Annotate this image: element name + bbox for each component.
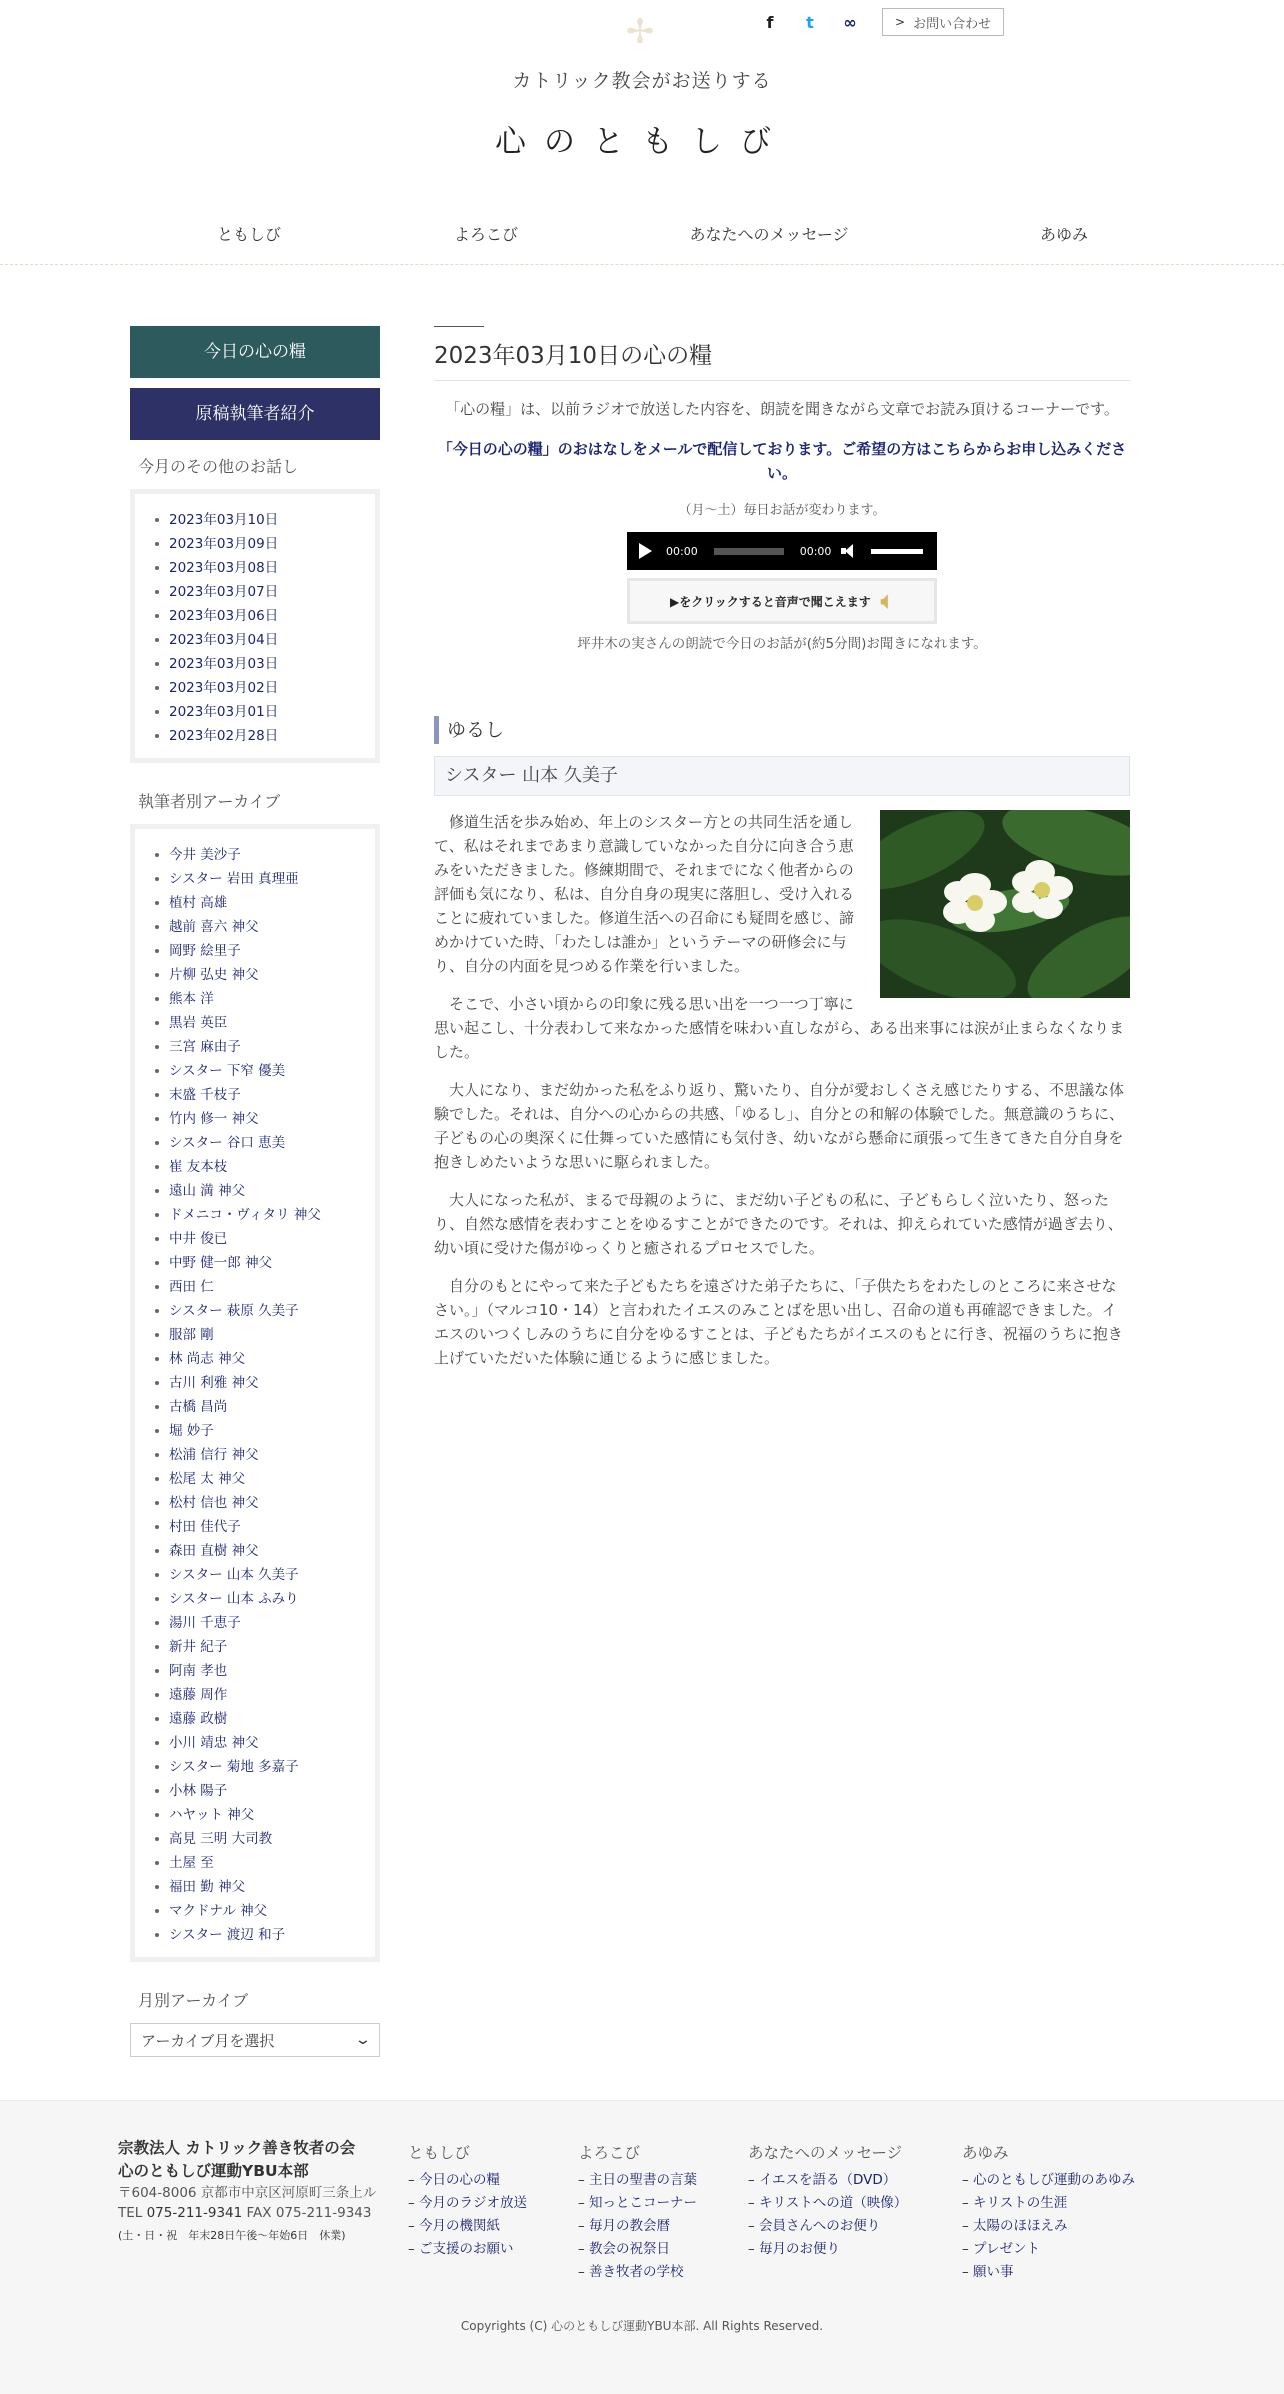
author-link[interactable]: 遠藤 政樹 [169, 1711, 228, 1727]
author-item [145, 1083, 365, 1107]
footer-link[interactable]: – キリストの生涯 [962, 2192, 1135, 2215]
author-item [145, 1803, 365, 1827]
author-item [145, 1467, 365, 1491]
author-list [145, 843, 365, 1947]
footer-link[interactable]: – プレゼント [962, 2238, 1135, 2261]
author-link[interactable]: 高見 三明 大司教 [169, 1831, 273, 1847]
footer-link[interactable]: – 知っとこコーナー [578, 2192, 697, 2215]
month-link[interactable]: 2023年03月08日 [169, 560, 279, 576]
author-item [145, 1707, 365, 1731]
author-item [145, 1251, 365, 1275]
speaker-icon: 🔈︎ [880, 588, 894, 614]
author-item [145, 1275, 365, 1299]
month-link[interactable]: 2023年03月03日 [169, 656, 279, 672]
author-link[interactable]: 松尾 太 神父 [169, 1471, 246, 1487]
author-item [145, 1635, 365, 1659]
audio-player [627, 532, 937, 570]
author-item [145, 1875, 365, 1899]
flower-photo [880, 810, 1130, 998]
author-list-box [130, 824, 380, 1962]
author-link[interactable]: 堀 妙子 [169, 1423, 214, 1439]
month-item [145, 508, 365, 532]
author-item [145, 1059, 365, 1083]
month-heading: 今月のその他のお話し [138, 457, 299, 476]
author-item [145, 1539, 365, 1563]
tel-label: TEL [118, 2205, 147, 2221]
footer-link[interactable]: – ご支援のお願い [408, 2238, 527, 2261]
author-item [145, 1587, 365, 1611]
chevron-down-icon: ⌄ [354, 2032, 372, 2048]
author-item [145, 1683, 365, 1707]
author-link[interactable]: 新井 紀子 [169, 1639, 228, 1655]
author-item [145, 867, 365, 891]
volume-icon[interactable] [841, 544, 857, 558]
month-item [145, 556, 365, 580]
footer-link[interactable]: – 今月の機関紙 [408, 2215, 527, 2238]
today-button[interactable]: 今日の心の糧 [130, 326, 380, 378]
month-item [145, 700, 365, 724]
author-item [145, 1371, 365, 1395]
footer-col [408, 2141, 527, 2261]
footer-link[interactable]: – 心のともしび運動のあゆみ [962, 2169, 1135, 2192]
footer-col [962, 2141, 1135, 2284]
footer [0, 2100, 1284, 2394]
author-item [145, 963, 365, 987]
author-item [145, 1491, 365, 1515]
author-link[interactable]: 遠山 満 神父 [169, 1183, 246, 1199]
footer-link[interactable]: – 会員さんへのお便り [748, 2215, 907, 2238]
footer-col-list [578, 2169, 697, 2284]
site-title[interactable]: 心のともしび [495, 124, 789, 160]
tel-number[interactable]: 075-211-9341 [146, 2205, 243, 2221]
footer-col-list [748, 2169, 907, 2261]
author-item [145, 1347, 365, 1371]
site-subtitle: カトリック教会がお送りする [512, 70, 772, 92]
author-item [145, 1179, 365, 1203]
author-item [145, 1011, 365, 1035]
author-link[interactable]: 黒岩 英臣 [169, 1015, 228, 1031]
author-link[interactable]: 湯川 千恵子 [169, 1615, 241, 1631]
month-link[interactable]: 2023年03月10日 [169, 512, 279, 528]
footer-link[interactable]: – イエスを語る（DVD） [748, 2169, 907, 2192]
page-title: 2023年03月10日の心の糧 [434, 337, 1130, 381]
footer-col [748, 2141, 907, 2261]
author-item [145, 915, 365, 939]
month-item [145, 724, 365, 748]
footer-col-list [408, 2169, 527, 2261]
author-item [145, 939, 365, 963]
month-list-box [130, 489, 380, 763]
month-item [145, 676, 365, 700]
top-bar [0, 0, 1284, 64]
footer-col [578, 2141, 697, 2284]
author-link[interactable]: 三宮 麻由子 [169, 1039, 241, 1055]
author-link[interactable]: シスター 萩原 久美子 [169, 1303, 299, 1319]
month-link[interactable]: 2023年02月28日 [169, 728, 279, 744]
author-link[interactable]: 阿南 孝也 [169, 1663, 228, 1679]
author-link[interactable]: ドメニコ・ヴィタリ 神父 [169, 1207, 321, 1223]
footer-col-heading[interactable]: よろこび [578, 2144, 641, 2162]
author-link[interactable]: 林 尚志 神父 [169, 1351, 246, 1367]
footer-link[interactable]: – 願い事 [962, 2261, 1135, 2284]
author-item [145, 1299, 365, 1323]
days-note: （月～土）毎日お話が変わります。 [678, 503, 886, 518]
author-item [145, 1203, 365, 1227]
author-link[interactable]: 片柳 弘史 神父 [169, 967, 259, 983]
author-link[interactable]: シスター 谷口 恵美 [169, 1135, 286, 1151]
author-link[interactable]: シスター 山本 ふみり [169, 1591, 299, 1607]
author-link[interactable]: 土屋 至 [169, 1855, 214, 1871]
author-item [145, 1923, 365, 1947]
archive-month-select[interactable] [130, 2023, 380, 2057]
month-link[interactable]: 2023年03月01日 [169, 704, 279, 720]
footer-col-list [962, 2169, 1135, 2284]
article-paragraph: 自分のもとにやって来た子どもたちを遠ざけた弟子たちに、「子供たちをわたしのところに来させなさい。」（マルコ10・14）と言われたイエスのみことばを思い出し、召命の道も再確認できました。イエスのいつくしみのうちに自分をゆるすことは、子どもたちがイエスのもとに行き、祝福のうちに抱き上げていただいた体験に通じるように感じました。 [434, 1277, 1123, 1367]
month-item [145, 652, 365, 676]
author-item [145, 1755, 365, 1779]
audio-hint-box [627, 578, 937, 624]
mail-signup-link[interactable]: 「今日の心の糧」のおはなしをメールで配信しております。ご希望の方はこちらからお申し込みください。 [437, 440, 1127, 482]
author-link[interactable]: 竹内 修一 神父 [169, 1111, 259, 1127]
duration-time: 00:00 [799, 544, 832, 558]
month-item [145, 532, 365, 556]
author-link[interactable]: 遠藤 周作 [169, 1687, 228, 1703]
author-link[interactable]: シスター 岩田 真理亜 [169, 871, 299, 887]
author-link[interactable]: 福田 勤 神父 [169, 1879, 246, 1895]
author-link[interactable]: 村田 佳代子 [169, 1519, 241, 1535]
month-link[interactable]: 2023年03月07日 [169, 584, 279, 600]
global-nav [110, 222, 1174, 245]
month-item [145, 628, 365, 652]
author-link[interactable]: ハヤット 神父 [169, 1807, 255, 1823]
author-link[interactable]: 古橋 昌尚 [169, 1399, 228, 1415]
month-link[interactable]: 2023年03月04日 [169, 632, 279, 648]
footer-col-heading[interactable]: ともしび [408, 2144, 471, 2162]
article-paragraph: 大人になり、まだ幼かった私をふり返り、驚いたり、自分が愛おしくさえ感じたりする、不思議な体験でした。それは、自分への心からの共感、「ゆるし」、自分との和解の体験でした。無意識のうちに、子どもの心の奥深くに仕舞っていた感情にも気付き、幼いながら懸命に頑張って生きてきた自分自身を抱きしめたいような思いに駆られました。 [434, 1081, 1125, 1171]
article-paragraph: 修道生活を歩み始め、年上のシスター方との共同生活を通して、私はそれまであまり意識していなかった自分に向き合う恵みをいただきました。修練期間で、それまでになく他者からの評価も気になり、私は、自分自身の現実に落胆し、受け入れることに疲れていました。修道生活への召命にも疑問を感じ、諦めかけていた時、「わたしは誰か」というテーマの研修会に与り、自分の内面を見つめる作業を行いました。 [434, 813, 855, 975]
author-item [145, 1107, 365, 1131]
nav-yorokobi[interactable]: よろこび [453, 225, 518, 244]
month-link[interactable]: 2023年03月06日 [169, 608, 279, 624]
monthly-archive-heading: 月別アーカイブ [138, 1991, 249, 2010]
footer-link[interactable]: – キリストへの道（映像） [748, 2192, 907, 2215]
progress-bar[interactable] [714, 548, 784, 555]
author-item [145, 1563, 365, 1587]
author-item [145, 1419, 365, 1443]
author-link[interactable]: 古川 利雅 神父 [169, 1375, 259, 1391]
footer-link[interactable]: – 主日の聖書の言葉 [578, 2169, 697, 2192]
month-link[interactable]: 2023年03月02日 [169, 680, 279, 696]
month-list [145, 508, 365, 748]
author-link[interactable]: シスター 菊地 多嘉子 [169, 1759, 299, 1775]
author-item [145, 1443, 365, 1467]
author-link[interactable]: シスター 下窄 優美 [169, 1063, 286, 1079]
nav-message[interactable]: あなたへのメッセージ [689, 225, 849, 244]
author-link[interactable]: シスター 渡辺 和子 [169, 1927, 286, 1943]
month-item [145, 580, 365, 604]
footer-link[interactable]: – 毎月のお便り [748, 2238, 907, 2261]
author-link[interactable]: 植村 高雄 [169, 895, 228, 911]
author-item [145, 1323, 365, 1347]
author-item [145, 1035, 365, 1059]
author-link[interactable]: 松浦 信行 神父 [169, 1447, 259, 1463]
author-link[interactable]: シスター 山本 久美子 [169, 1567, 299, 1583]
footer-org [118, 2137, 388, 2243]
author-link[interactable]: 末盛 千枝子 [169, 1087, 241, 1103]
chevron-right-icon: > [895, 15, 906, 29]
contact-label: お問い合わせ [913, 16, 992, 32]
author-link[interactable]: 西田 仁 [169, 1279, 214, 1295]
author-link[interactable]: マクドナル 神父 [169, 1903, 268, 1919]
author-item [145, 1899, 365, 1923]
author-item [145, 1827, 365, 1851]
current-time: 00:00 [666, 544, 698, 558]
author-link[interactable]: 服部 剛 [169, 1327, 214, 1343]
cross-logo-icon: ✢ [625, 12, 655, 52]
authors-button[interactable]: 原稿執筆者紹介 [130, 388, 380, 440]
author-item [145, 1611, 365, 1635]
audio-hint-label: ▶をクリックすると音声で聞こえます [670, 594, 871, 609]
copyright: Copyrights (C) 心のともしび運動YBU本部. All Rights Reserved. [460, 2319, 824, 2333]
intro-text: 「心の糧」は、以前ラジオで放送した内容を、朗読を聞きながら文章でお読み頂けるコーナーです。 [445, 400, 1119, 418]
contact-button[interactable] [882, 8, 1004, 36]
volume-slider[interactable] [871, 549, 923, 554]
author-link[interactable]: 中井 俊已 [169, 1231, 228, 1247]
author-link[interactable]: 森田 直樹 神父 [169, 1543, 259, 1559]
facebook-icon[interactable]: f [766, 12, 774, 32]
title-rule [434, 326, 484, 327]
author-item [145, 1227, 365, 1251]
author-item [145, 1155, 365, 1179]
author-item [145, 1395, 365, 1419]
sidebar [130, 326, 380, 2057]
author-item [145, 1659, 365, 1683]
footer-col-heading[interactable]: あなたへのメッセージ [748, 2144, 903, 2162]
article-paragraph: そこで、小さい頃からの印象に残る思い出を一つ一つ丁寧に思い起こし、十分表わして来なかった感情を味わい直しながら、ある出来事には涙が止まらなくなりました。 [434, 995, 1125, 1061]
org-phone [118, 2203, 388, 2223]
author-link[interactable]: 中野 健一郎 神父 [169, 1255, 273, 1271]
reader-credit: 坪井木の実さんの朗読で今日のお話が(約5分間)お聞きになれます。 [577, 636, 987, 652]
twitter-icon[interactable]: t [806, 12, 814, 32]
author-item [145, 987, 365, 1011]
author-link[interactable]: 小林 陽子 [169, 1783, 228, 1799]
author-archive-heading: 執筆者別アーカイブ [138, 792, 281, 811]
author-link[interactable]: 越前 喜六 神父 [169, 919, 259, 935]
social-links [750, 8, 1004, 36]
footer-link[interactable]: – 今月のラジオ放送 [408, 2192, 527, 2215]
article-author: シスター 山本 久美子 [434, 756, 1130, 796]
author-item [145, 1131, 365, 1155]
author-link[interactable]: 小川 靖忠 神父 [169, 1735, 259, 1751]
author-link[interactable]: 岡野 絵里子 [169, 943, 241, 959]
fax-number: FAX 075-211-9343 [242, 2205, 372, 2221]
footer-col-heading[interactable]: あゆみ [962, 2144, 1009, 2162]
article-body [434, 810, 1130, 1370]
author-item [145, 1731, 365, 1755]
author-item [145, 1779, 365, 1803]
footer-link[interactable]: – 太陽のほほえみ [962, 2215, 1135, 2238]
author-item [145, 1515, 365, 1539]
org-name: 宗教法人 カトリック善き牧者の会 [118, 2139, 356, 2157]
nav-divider [0, 264, 1284, 266]
main-content [434, 326, 1130, 1384]
link-icon[interactable]: ∞ [843, 12, 857, 32]
author-item [145, 1851, 365, 1875]
author-link[interactable]: 崔 友本枝 [169, 1159, 228, 1175]
author-link[interactable]: 松村 信也 神父 [169, 1495, 259, 1511]
article-paragraph: 大人になった私が、まるで母親のように、まだ幼い子どもの私に、子どもらしく泣いたり、怒ったり、自然な感情を表わすことをゆるすことができたのです。それは、抑えられていた感情が過ぎ去り、幼い頃に受けた傷がゆっくりと癒されるプロセスでした。 [434, 1191, 1123, 1257]
org-unit: 心のともしび運動YBU本部 [118, 2162, 309, 2180]
org-hours: (土・日・祝 年末28日午後〜年始6日 休業) [118, 2229, 346, 2242]
footer-link[interactable]: – 善き牧者の学校 [578, 2261, 697, 2284]
article-title: ゆるし [434, 716, 1130, 744]
author-item [145, 843, 365, 867]
archive-select-value: アーカイブ月を選択 [141, 2031, 275, 2050]
month-item [145, 604, 365, 628]
nav-tomoshibi[interactable]: ともしび [216, 225, 281, 244]
footer-link[interactable]: – 毎月の教会暦 [578, 2215, 697, 2238]
author-link[interactable]: 今井 美沙子 [169, 847, 241, 863]
footer-link[interactable]: – 教会の祝祭日 [578, 2238, 697, 2261]
nav-ayumi[interactable]: あゆみ [1039, 225, 1088, 244]
play-icon[interactable] [639, 543, 652, 559]
month-link[interactable]: 2023年03月09日 [169, 536, 279, 552]
org-address: 〒604-8006 京都市中京区河原町三条上ル [118, 2185, 377, 2201]
author-item [145, 891, 365, 915]
author-link[interactable]: 熊本 洋 [169, 991, 214, 1007]
footer-link[interactable]: – 今日の心の糧 [408, 2169, 527, 2192]
